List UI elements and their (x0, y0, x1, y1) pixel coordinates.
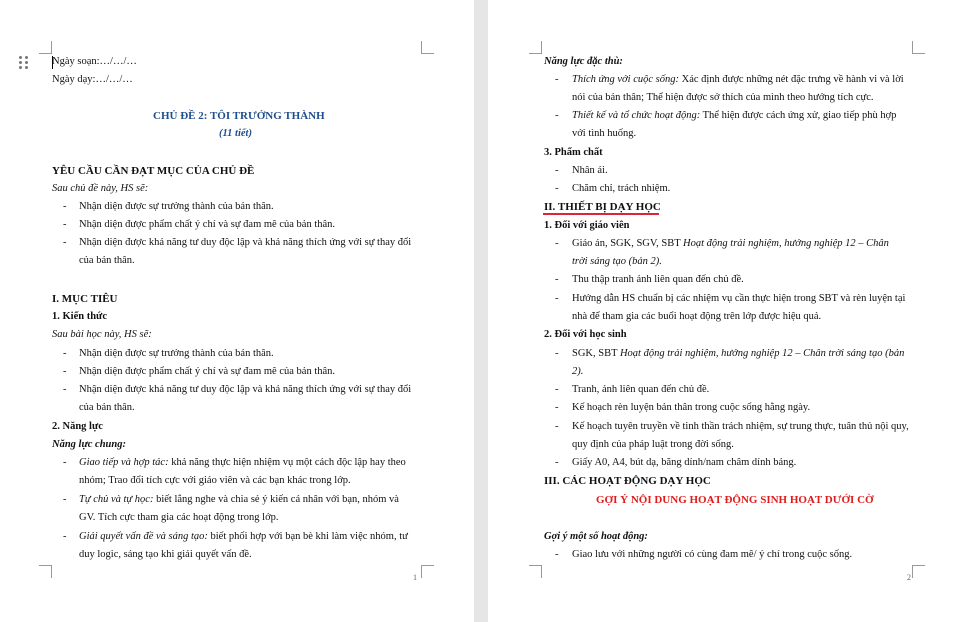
list-item-continuation: trời sáng tạo (bản 2). (572, 256, 662, 267)
bullet-dash: - (555, 183, 559, 194)
goi-y-hoat-dong: Gợi ý một số hoạt động: (544, 531, 648, 542)
list-item: Nhận diện được phẩm chất ý chí và sự đam mê của bản thân. (79, 366, 336, 377)
list-item: Giao lưu với những người có cùng đam mê/ ý chí trong cuộc sống. (572, 549, 853, 560)
book-title: Hoạt động trải nghiệm, hướng nghiệp 12 – Chân trời sáng tạo (bản (619, 348, 905, 359)
section-cac-hoat-dong: III. CÁC HOẠT ĐỘNG DẠY HỌC (544, 475, 711, 487)
competency-text: Xác định được những nét đặc trưng về hành vi và lời (678, 74, 904, 85)
section-thiet-bi: II. THIẾT BỊ DẠY HỌC (544, 201, 661, 213)
list-item-continuation: nhà để tham gia các buổi hoạt động trên lớp được hiệu quả. (572, 311, 822, 322)
list-item (572, 109, 896, 123)
ngay-day: Ngày dạy:…/…/… (52, 74, 133, 85)
bullet-dash: - (555, 457, 559, 468)
heading-hoc-sinh: 2. Đối với học sinh (544, 329, 627, 340)
bullet-dash: - (555, 384, 559, 395)
heading-kien-thuc: 1. Kiến thức (52, 311, 108, 322)
document-page-2[interactable] (488, 0, 963, 622)
list-item: Chăm chỉ, trách nhiệm. (572, 183, 671, 194)
bullet-dash: - (555, 348, 559, 359)
list-item: Tranh, ảnh liên quan đến chủ đề. (572, 384, 710, 395)
kien-thuc-intro: Sau bài học này, HS sẽ: (52, 329, 152, 340)
list-item (572, 73, 904, 87)
nang-luc-dac-thu: Năng lực đặc thù: (544, 56, 623, 67)
list-item-continuation: duy logic, sáng tạo khi giải quyết vấn đề. (79, 549, 252, 560)
list-item-continuation: của bản thân. (79, 255, 135, 266)
crop-mark-bottom-right (421, 565, 434, 578)
nang-luc-chung: Năng lực chung: (52, 439, 126, 450)
bullet-dash: - (63, 531, 67, 542)
requirements-heading: YÊU CẦU CẦN ĐẠT MỤC CỦA CHỦ ĐỀ (52, 165, 255, 177)
bullet-dash: - (555, 402, 559, 413)
list-item: Nhận diện được khả năng tư duy độc lập và khả năng thích ứng với sự thay đổi (79, 237, 412, 248)
bullet-dash: - (555, 274, 559, 285)
bullet-dash: - (63, 366, 67, 377)
list-item: Nhận diện được khả năng tư duy độc lập và khả năng thích ứng với sự thay đổi (79, 384, 412, 395)
document-title: CHỦ ĐỀ 2: TÔI TRƯỞNG THÀNH (153, 110, 325, 122)
bullet-dash: - (63, 494, 67, 505)
competency-label: Giải quyết vấn đề và sáng tạo: (79, 531, 208, 542)
book-title: Hoạt động trải nghiệm, hướng nghiệp 12 – Chân (683, 238, 889, 249)
crop-mark-top-right (421, 41, 434, 54)
page-number: 2 (907, 573, 911, 582)
crop-mark-top-right (912, 41, 925, 54)
list-item (572, 347, 904, 361)
competency-text: khả năng thực hiện nhiệm vụ một cách độc lập hay theo (168, 457, 406, 468)
requirements-intro: Sau chủ đề này, HS sẽ: (52, 183, 149, 194)
list-item-continuation: với tình huống. (572, 128, 637, 139)
bullet-dash: - (555, 238, 559, 249)
list-item-continuation: GV. Tích cực tham gia các hoạt động trong lớp. (79, 512, 279, 523)
bullet-dash: - (63, 457, 67, 468)
list-item: Kế hoạch rèn luyện bản thân trong cuộc sống hằng ngày. (572, 402, 811, 413)
list-item: Hướng dẫn HS chuẩn bị các nhiệm vụ cần thực hiện trong SBT và rèn luyện tại (572, 293, 906, 304)
list-item-continuation: nói của bản thân; Thể hiện được sở thích của mình theo hướng tích cực. (572, 92, 874, 103)
section-muc-tieu: I. MỤC TIÊU (52, 293, 118, 305)
item-text: Giáo án, SGK, SGV, SBT (572, 238, 684, 249)
bullet-dash: - (63, 237, 67, 248)
list-item-continuation: nhóm; Trao đổi tích cực với giáo viên và các bạn khác trong lớp. (79, 475, 351, 486)
spell-check-underline (543, 213, 659, 215)
competency-text: biết phối hợp với bạn bè khi làm việc nhóm, tư (207, 531, 408, 542)
list-item-continuation: quy định của pháp luật trong đời sống. (572, 439, 734, 450)
list-item (79, 456, 406, 470)
document-subtitle: (11 tiết) (219, 128, 252, 139)
competency-text: biết lắng nghe và chia sẻ ý kiến cá nhân với bạn, nhóm và (153, 494, 399, 505)
page-number: 1 (413, 573, 417, 582)
bullet-dash: - (63, 201, 67, 212)
competency-label: Thích ứng với cuộc sống: (572, 74, 679, 85)
list-item: Nhận diện được sự trưởng thành của bản thân. (79, 201, 274, 212)
bullet-dash: - (555, 293, 559, 304)
bullet-dash: - (555, 421, 559, 432)
document-page-1[interactable] (0, 0, 474, 622)
ngay-soan: Ngày soạn:…/…/… (52, 56, 137, 67)
crop-mark-top-left (39, 41, 52, 54)
bullet-dash: - (555, 549, 559, 560)
bullet-dash: - (555, 110, 559, 121)
list-item: Thu thập tranh ảnh liên quan đến chủ đề. (572, 274, 744, 285)
bullet-dash: - (63, 384, 67, 395)
list-item-continuation: 2). (572, 366, 584, 377)
competency-label: Giao tiếp và hợp tác: (79, 457, 169, 468)
list-item: Giấy A0, A4, bút dạ, băng dính/nam châm dính bảng. (572, 457, 797, 468)
crop-mark-top-left (529, 41, 542, 54)
heading-nang-luc: 2. Năng lực (52, 421, 103, 432)
list-item: Kế hoạch tuyên truyền về tinh thần trách nhiệm, sự trung thực, tuân thủ nội quy, (572, 421, 909, 432)
list-item: Nhân ái. (572, 165, 608, 176)
heading-giao-vien: 1. Đối với giáo viên (544, 220, 630, 231)
list-item (572, 237, 889, 251)
crop-mark-bottom-right (912, 565, 925, 578)
list-item: Nhận diện được sự trưởng thành của bản thân. (79, 348, 274, 359)
crop-mark-bottom-left (529, 565, 542, 578)
page-gap (474, 0, 488, 622)
list-item (79, 530, 408, 544)
competency-text: Thể hiện được cách ứng xử, giao tiếp phù hợp (700, 110, 897, 121)
list-item: Nhận diện được phẩm chất ý chí và sự đam mê của bản thân. (79, 219, 336, 230)
list-item (79, 493, 399, 507)
drag-handle-icon[interactable] (19, 56, 29, 70)
bullet-dash: - (555, 165, 559, 176)
list-item-continuation: của bản thân. (79, 402, 135, 413)
bullet-dash: - (555, 74, 559, 85)
item-text: SGK, SBT (572, 348, 620, 359)
crop-mark-bottom-left (39, 565, 52, 578)
competency-label: Thiết kế và tổ chức hoạt động: (572, 110, 701, 121)
bullet-dash: - (63, 219, 67, 230)
activity-title: GỢI Ý NỘI DUNG HOẠT ĐỘNG SINH HOẠT DƯỚI CỜ (596, 494, 874, 506)
heading-pham-chat: 3. Phẩm chất (544, 147, 603, 158)
competency-label: Tự chủ và tự học: (79, 494, 154, 505)
bullet-dash: - (63, 348, 67, 359)
